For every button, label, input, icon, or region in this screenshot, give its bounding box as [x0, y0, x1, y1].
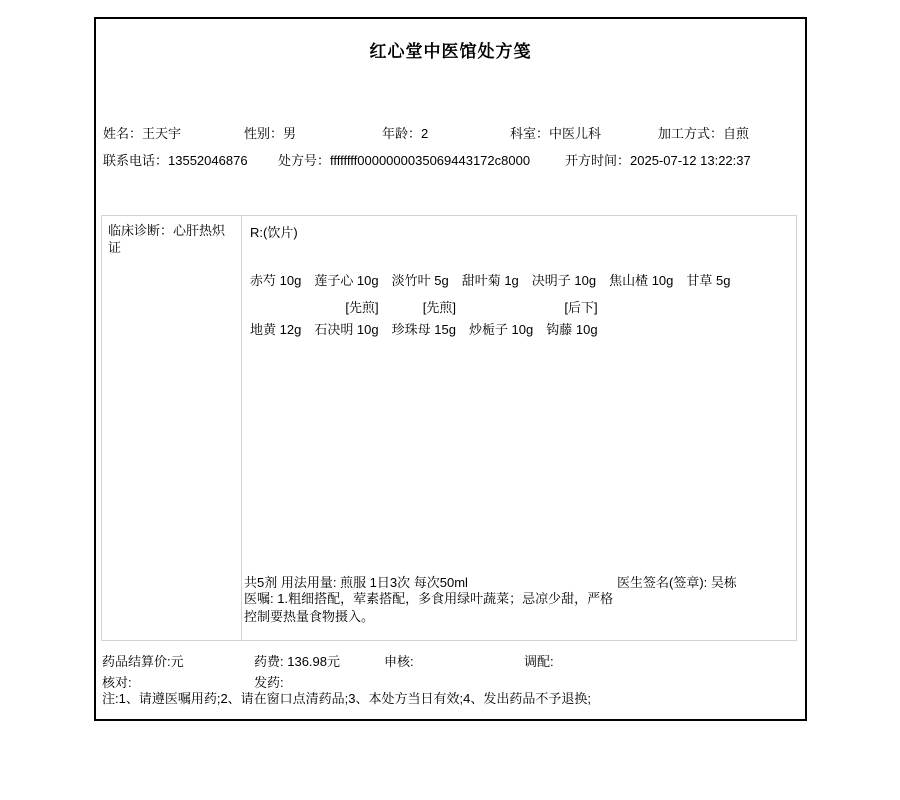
- herb-item: [392, 300, 456, 338]
- herb-item: [546, 300, 597, 338]
- herb-name-dose: 钩藤 10g: [546, 322, 598, 337]
- phone-value: 13552046876: [168, 153, 248, 168]
- settlement-price-label: 药品结算价:: [102, 654, 171, 669]
- medical-instructions: 医嘱: 1.粗细搭配，荤素搭配，多食用绿叶蔬菜；忌凉少甜，严格控制要热量食物摄入。: [244, 591, 614, 624]
- field-patient-name: [103, 123, 181, 142]
- prescription-document: [94, 17, 807, 721]
- herb-name-dose: 石决明 10g: [314, 322, 379, 337]
- field-settlement-price: [102, 651, 184, 670]
- patient-name-value: 王天宇: [142, 126, 182, 141]
- prescription-number-value: ffffffff0000000035069443172c8000: [330, 153, 531, 168]
- dosage-summary: 共5剂 用法用量: 煎服 1日3次 每次50ml: [244, 575, 468, 590]
- herb-name-dose: 珍珠母 15g: [391, 322, 456, 337]
- issue-time-label: 开方时间：: [565, 153, 631, 168]
- herb-item: [392, 270, 449, 289]
- department-label: 科室：: [510, 126, 550, 141]
- document-title: 红心堂中医馆处方笺: [369, 42, 532, 61]
- department-value: 中医儿科: [549, 126, 602, 141]
- processing-method-label: 加工方式：: [658, 126, 724, 141]
- herb-item: [469, 300, 533, 338]
- prescription-number-label: 处方号：: [278, 153, 331, 168]
- herb-annotation: [后下]: [564, 300, 598, 315]
- herb-item: [250, 270, 301, 289]
- field-issue-time: [565, 150, 751, 169]
- issue-time-value: 2025-07-12 13:22:37: [630, 153, 751, 168]
- herb-item: [532, 270, 596, 289]
- field-review: 申核:: [384, 654, 414, 669]
- field-verify: 核对:: [102, 675, 132, 690]
- herb-annotation: [469, 300, 533, 319]
- patient-name-label: 姓名：: [103, 126, 143, 141]
- medicine-fee-label: 药费:: [254, 654, 288, 669]
- rx-header: R:(饮片): [250, 225, 298, 240]
- processing-method-value: 自煎: [723, 126, 750, 141]
- prescription-body: [101, 215, 797, 641]
- herb-item: [314, 300, 378, 338]
- field-department: [510, 123, 601, 142]
- herb-name-dose: 炒栀子 10g: [468, 322, 534, 337]
- herb-name-dose: 甘草 5g: [686, 273, 731, 288]
- diagnosis-value: 心肝热炽证: [108, 223, 226, 255]
- field-gender: [244, 123, 296, 142]
- settlement-price-value: 元: [170, 654, 184, 669]
- age-label: 年龄：: [382, 126, 422, 141]
- herb-name-dose: 赤芍 10g: [250, 273, 302, 288]
- herb-row-1: [250, 270, 730, 289]
- field-age: [382, 123, 428, 142]
- field-phone: [103, 150, 248, 169]
- field-dispense: 发药:: [254, 675, 284, 690]
- herb-name-dose: 地黄 12g: [250, 322, 302, 337]
- herb-row-2: [250, 300, 598, 338]
- doctor-signature: [617, 572, 737, 591]
- herb-item: [314, 270, 378, 289]
- herb-annotation: [先煎]: [422, 300, 456, 315]
- doctor-signature-label: 医生签名(签章):: [617, 575, 711, 590]
- phone-label: 联系电话：: [103, 153, 169, 168]
- herb-item: [609, 270, 673, 289]
- gender-value: 男: [283, 126, 297, 141]
- herb-item: [250, 300, 301, 338]
- herb-name-dose: 莲子心 10g: [314, 273, 379, 288]
- diagnosis-label: 临床诊断：: [108, 223, 174, 238]
- field-compounding: 调配:: [524, 654, 554, 669]
- herb-item: [462, 270, 519, 289]
- field-processing-method: [658, 123, 749, 142]
- herb-annotation: [250, 300, 301, 319]
- footer-note: 注:1、请遵医嘱用药;2、请在窗口点清药品;3、本处方当日有效;4、发出药品不予退换;: [102, 691, 591, 706]
- herb-name-dose: 决明子 10g: [531, 273, 597, 288]
- rx-column: [242, 216, 796, 640]
- clinical-diagnosis: [108, 222, 234, 256]
- field-prescription-number: [278, 150, 530, 169]
- field-medicine-fee: [254, 651, 340, 670]
- herb-name-dose: 淡竹叶 5g: [391, 273, 449, 288]
- gender-label: 性别：: [244, 126, 284, 141]
- doctor-signature-value: 吴栋: [710, 575, 737, 590]
- herb-annotation: [先煎]: [345, 300, 379, 315]
- age-value: 2: [421, 126, 429, 141]
- medicine-fee-value: 136.98元: [287, 654, 340, 669]
- herb-item: [686, 270, 730, 289]
- herb-name-dose: 甜叶菊 1g: [461, 273, 519, 288]
- diagnosis-column: [102, 216, 242, 640]
- herb-name-dose: 焦山楂 10g: [609, 273, 674, 288]
